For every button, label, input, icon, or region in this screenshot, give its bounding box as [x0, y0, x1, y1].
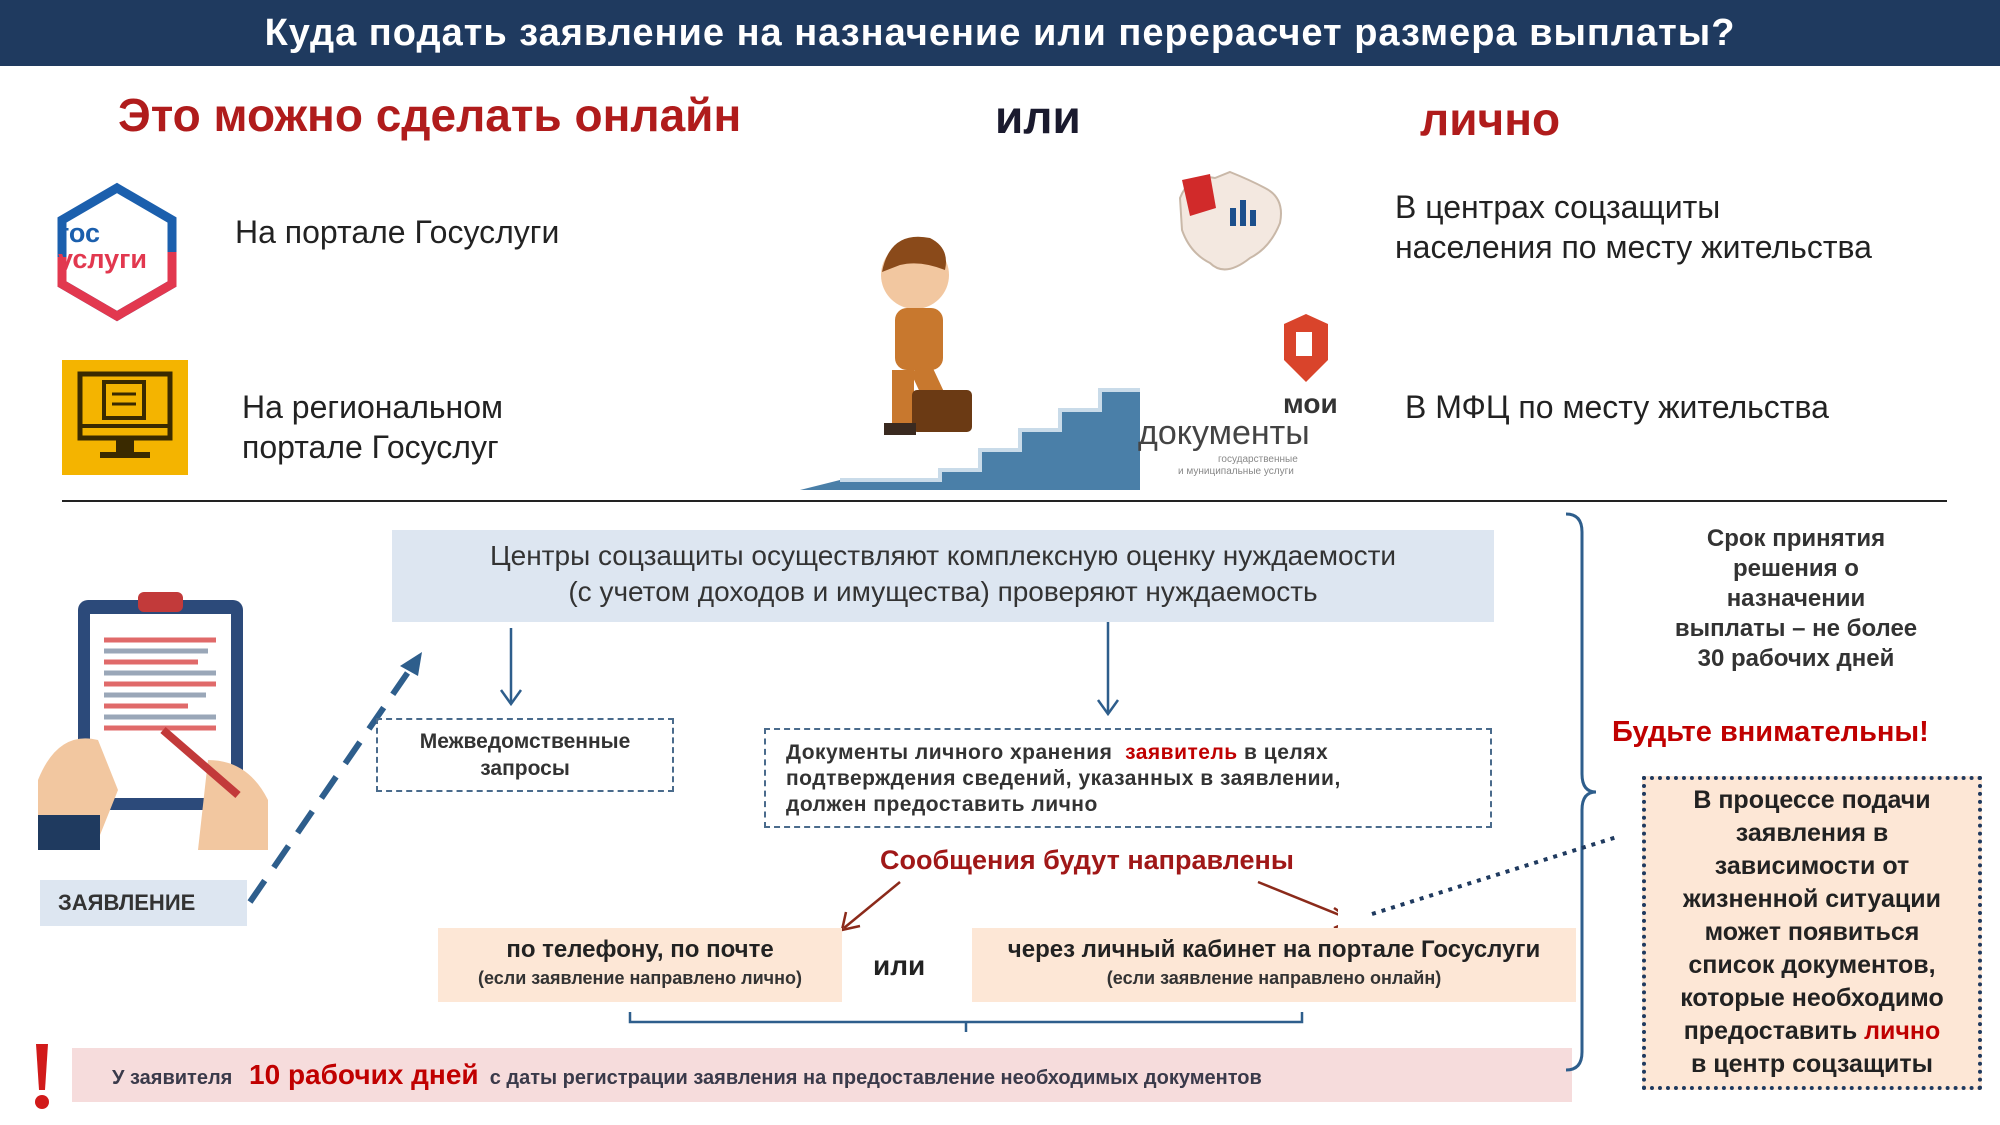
online-option-gosuslugi: На портале Госуслуги — [235, 214, 560, 250]
dotted-connector — [1368, 828, 1624, 918]
arrow-to-personal-docs — [1095, 622, 1121, 718]
decision-bracket — [1560, 512, 1600, 1072]
personal-option-social-centers: В центрах соцзащиты населения по месту жительства — [1395, 189, 1872, 265]
heading-or: или — [995, 91, 1081, 143]
deadline-note: У заявителя 10 рабочих дней с даты регистрации заявления на предоставление необходимых документов — [112, 1059, 1262, 1090]
messages-arrows — [838, 878, 1338, 934]
section-divider — [62, 500, 1947, 502]
attention-heading: Будьте внимательны! — [1612, 716, 1929, 748]
channel-or: или — [873, 950, 926, 981]
channel-phone-mail: по телефону, по почте (если заявление направлено лично) — [438, 928, 842, 1002]
personal-option-mfc: В МФЦ по месту жительства — [1405, 389, 1829, 425]
computer-document-icon — [62, 360, 188, 475]
channel-personal-cabinet: через личный кабинет на портале Госуслуги (если заявление направлено онлайн) — [972, 928, 1576, 1002]
online-option-regional: На региональном портале Госуслуг — [242, 389, 504, 465]
attention-box: В процессе подачи заявления в зависимости от жизненной ситуации может появиться список документов, которые необходимо предоставить лично в центр соцзащиты — [1642, 776, 1982, 1090]
application-clipboard-illustration — [38, 590, 268, 850]
interdepartmental-requests-box: Межведомственные запросы — [376, 718, 674, 792]
gosuslugi-logo: гос услуги — [52, 182, 182, 322]
social-protection-map-logo — [1170, 168, 1290, 283]
messages-heading: Сообщения будут направлены — [880, 845, 1294, 875]
personal-documents-box: Документы личного хранения заявитель в целях подтверждения сведений, указанных в заявлении, должен предоставить лично — [764, 728, 1492, 828]
assessment-box: Центры соцзащиты осуществляют комплексную оценку нуждаемости (с учетом доходов и имущества) проверяют нуждаемость — [392, 530, 1494, 622]
channels-brace — [628, 1012, 1304, 1034]
application-label: ЗАЯВЛЕНИЕ — [58, 890, 196, 915]
page-title: Куда подать заявление на назначение или перерасчет размера выплаты? — [264, 12, 1736, 54]
moi-dokumenty-logo: мои документы государственные и муниципальные услуги — [1138, 312, 1338, 482]
boy-climbing-stairs-illustration — [800, 220, 1140, 490]
decision-term: Срок принятия решения о назначении выплаты – не более 30 рабочих дней — [1674, 525, 1918, 672]
arrow-to-interdepartmental — [498, 628, 524, 708]
heading-personal: лично — [1420, 93, 1561, 145]
exclamation-icon — [30, 1042, 54, 1112]
heading-online: Это можно сделать онлайн — [118, 89, 742, 141]
